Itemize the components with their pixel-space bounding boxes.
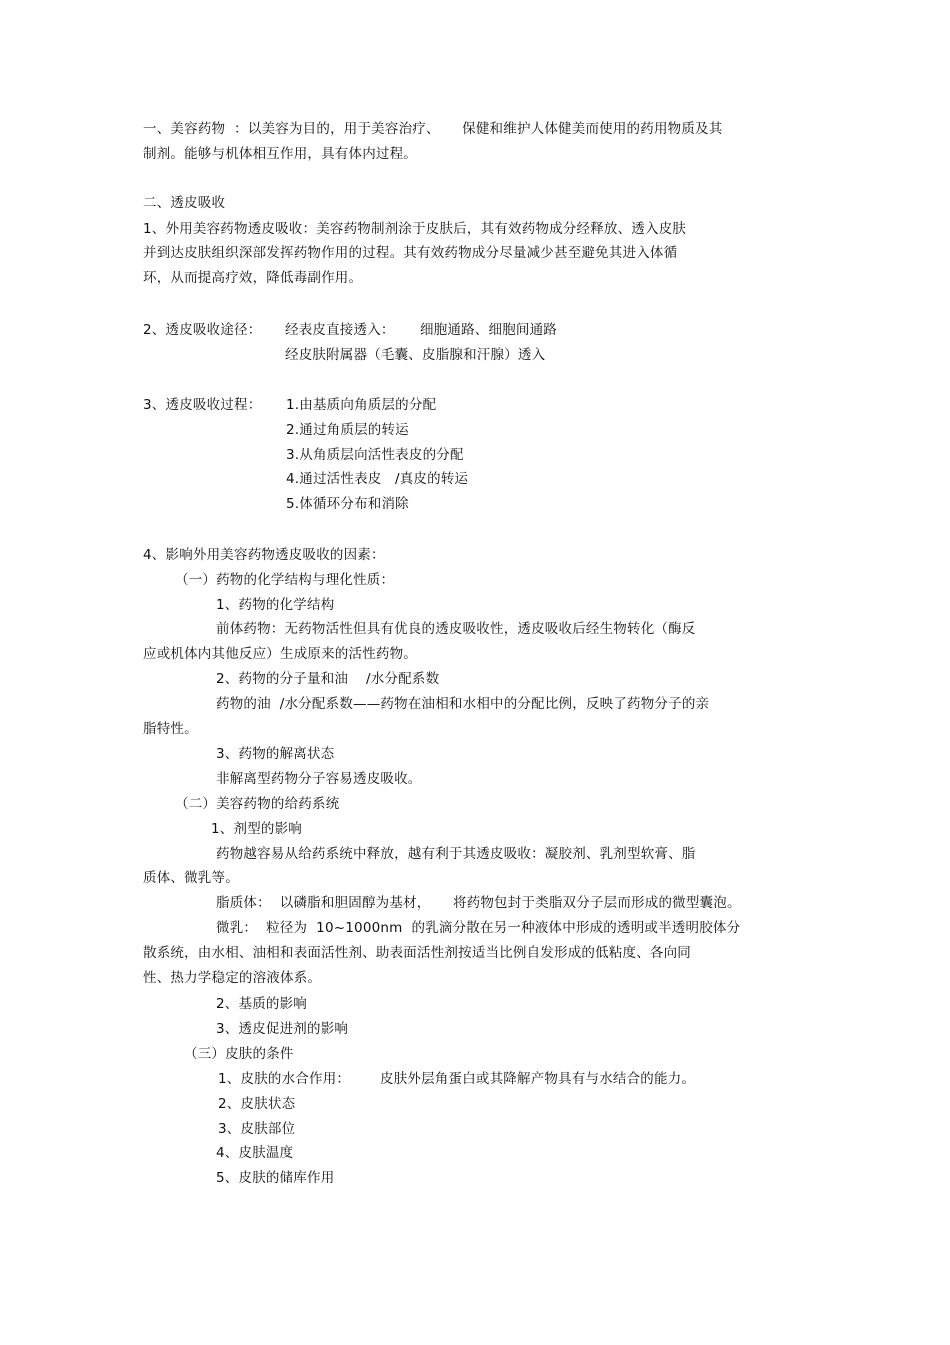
item-text: 脂特性。 bbox=[143, 721, 198, 737]
item-text: 脂质体： 以磷脂和胆固醇为基材， 将药物包封于类脂双分子层而形成的微型囊泡。 bbox=[216, 895, 741, 911]
item-text: 微乳： 粒径为 10~1000nm 的乳滴分散在另一种液体中形成的透明或半透明胶体分 bbox=[216, 920, 741, 936]
item-text: 药物越容易从给药系统中释放，越有利于其透皮吸收：凝胶剂、乳剂型软膏、脂 bbox=[216, 846, 696, 862]
process-label: 3、透皮吸收过程： bbox=[143, 397, 262, 413]
item-text: 非解离型药物分子容易透皮吸收。 bbox=[216, 771, 422, 787]
process-step: 2.通过角质层的转运 bbox=[286, 422, 409, 438]
item-title: 2、基质的影响 bbox=[216, 996, 307, 1012]
item-title: 1、皮肤的水合作用： bbox=[218, 1071, 351, 1087]
paragraph-line: 环，从而提高疗效，降低毒副作用。 bbox=[143, 270, 363, 286]
definition-line-2: 制剂。能够与机体相互作用，具有体内过程。 bbox=[143, 146, 417, 162]
item-title: 3、药物的解离状态 bbox=[216, 746, 335, 762]
paragraph-line: 1、外用美容药物透皮吸收：美容药物制剂涂于皮肤后，其有效药物成分经释放、透入皮肤 bbox=[143, 221, 687, 237]
process-step: 5.体循环分布和消除 bbox=[286, 496, 409, 512]
group-2-title: （二）美容药物的给药系统 bbox=[175, 796, 340, 812]
definition-line-1: 一、美容药物 ：以美容为目的，用于美容治疗、 保健和维护人体健美而使用的药用物质及其 bbox=[143, 121, 723, 137]
factors-title: 4、影响外用美容药物透皮吸收的因素： bbox=[143, 547, 385, 563]
item-title: 4、皮肤温度 bbox=[216, 1145, 294, 1161]
item-text: 散系统，由水相、油相和表面活性剂、助表面活性剂按适当比例自发形成的低粘度、各向同 bbox=[143, 945, 691, 961]
routes-label: 2、透皮吸收途径： bbox=[143, 322, 262, 338]
item-text: 性、热力学稳定的溶液体系。 bbox=[143, 970, 322, 986]
item-text: 前体药物：无药物活性但具有优良的透皮吸收性，透皮吸收后经生物转化（酶反 bbox=[216, 621, 696, 637]
process-step: 4.通过活性表皮 /真皮的转运 bbox=[286, 471, 469, 487]
item-text: 质体、微乳等。 bbox=[143, 870, 239, 886]
item-title: 1、药物的化学结构 bbox=[216, 597, 335, 613]
route-1-label: 经表皮直接透入： bbox=[285, 322, 395, 338]
item-title: 3、透皮促进剂的影响 bbox=[216, 1021, 349, 1037]
group-3-title: （三）皮肤的条件 bbox=[184, 1046, 294, 1062]
item-title: 2、药物的分子量和油 /水分配系数 bbox=[216, 671, 440, 687]
item-text: 药物的油 /水分配系数——药物在油相和水相中的分配比例，反映了药物分子的亲 bbox=[216, 696, 710, 712]
process-step: 3.从角质层向活性表皮的分配 bbox=[286, 447, 464, 463]
item-text: 皮肤外层角蛋白或其降解产物具有与水结合的能力。 bbox=[380, 1071, 696, 1087]
item-title: 2、皮肤状态 bbox=[218, 1096, 296, 1112]
item-title: 5、皮肤的储库作用 bbox=[216, 1170, 335, 1186]
group-1-title: （一）药物的化学结构与理化性质： bbox=[175, 572, 395, 588]
item-title: 3、皮肤部位 bbox=[218, 1121, 296, 1137]
item-title: 1、剂型的影响 bbox=[211, 821, 302, 837]
route-2: 经皮肤附属器（毛囊、皮脂腺和汗腺）透入 bbox=[285, 347, 546, 363]
paragraph-line: 并到达皮肤组织深部发挥药物作用的过程。其有效药物成分尽量减少甚至避免其进入体循 bbox=[143, 245, 678, 261]
process-step: 1.由基质向角质层的分配 bbox=[286, 397, 437, 413]
route-1-value: 细胞通路、细胞间通路 bbox=[420, 322, 557, 338]
item-text: 应或机体内其他反应）生成原来的活性药物。 bbox=[143, 646, 417, 662]
section-title-transdermal: 二、透皮吸收 bbox=[143, 195, 226, 211]
